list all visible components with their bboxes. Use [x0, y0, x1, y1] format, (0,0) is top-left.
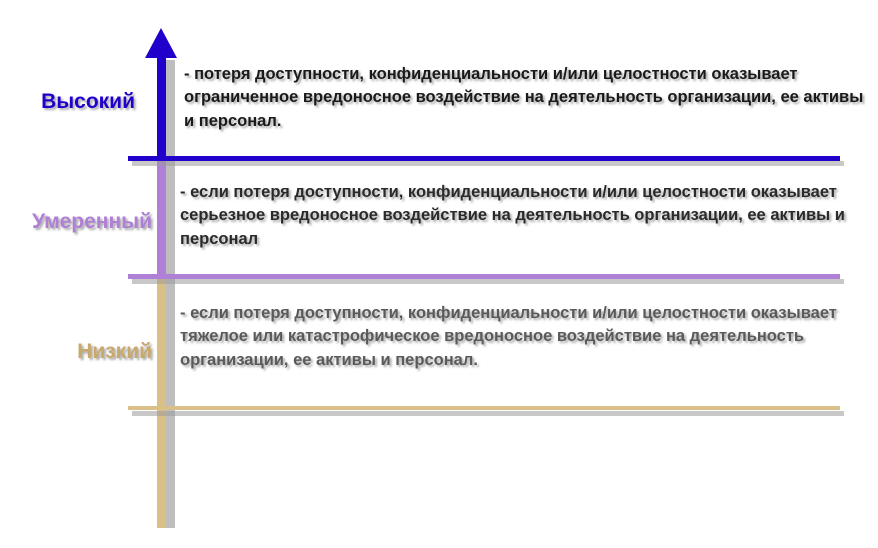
level-description-high: - потеря доступности, конфиденциальности и/или целостности оказывает ограниченное вредоносное воздействие на деятельность организации, ее активы и персонал.: [184, 65, 864, 130]
level-description-moderate: - если потеря доступности, конфиденциальности и/или целостности оказывает серьезное вредоносное воздействие на деятельность организации, ее активы и персонал: [180, 183, 845, 248]
divider-high-shadow: [132, 161, 844, 166]
arrow-shaft-moderate: [157, 160, 166, 275]
level-label-moderate: Умеренный: [32, 210, 152, 233]
divider-low-shadow: [132, 411, 844, 416]
divider-low: [128, 406, 840, 410]
divider-high: [128, 156, 840, 161]
arrow-shaft-shadow: [166, 60, 175, 528]
divider-moderate: [128, 274, 840, 279]
level-label-low: Низкий: [77, 340, 152, 363]
divider-moderate-shadow: [132, 279, 844, 284]
arrow-shaft-high: [157, 55, 166, 160]
arrow-shaft-low: [157, 275, 166, 528]
level-description-low: - если потеря доступности, конфиденциальности и/или целостности оказывает тяжелое или катастрофическое вредоносное воздействие на деятельность организации, ее активы и персонал.: [180, 304, 837, 369]
level-label-high: Высокий: [41, 90, 135, 113]
arrow-head-icon: [145, 28, 177, 58]
